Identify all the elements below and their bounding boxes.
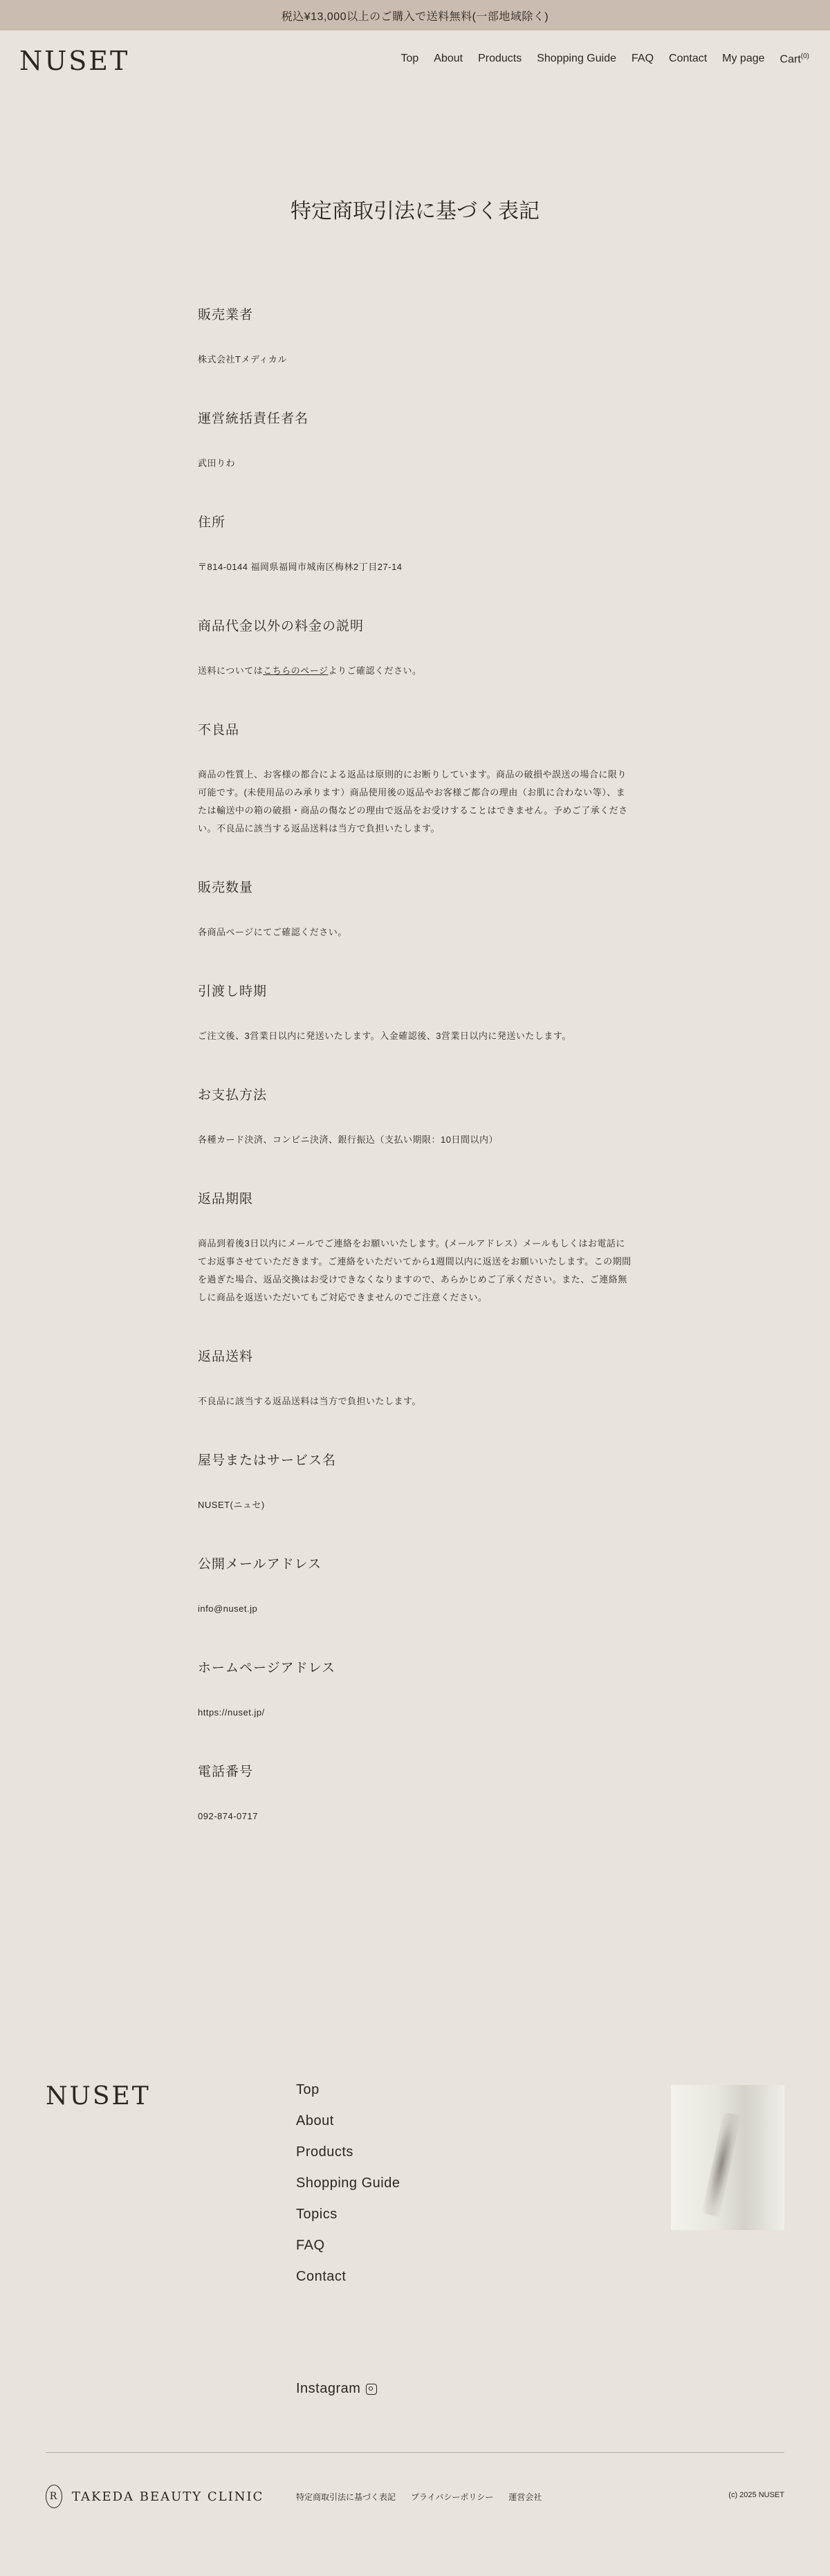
section-heading: 公開メールアドレス bbox=[198, 1556, 322, 1572]
section-heading: 販売数量 bbox=[198, 880, 254, 895]
site-logo[interactable]: NUSET bbox=[19, 46, 130, 76]
clinic-logo[interactable] bbox=[46, 2485, 264, 2508]
nav-faq[interactable]: FAQ bbox=[631, 53, 654, 64]
section-body: ご注文後、3営業日以内に発送いたします。入金確認後、3営業日以内に発送いたします。 bbox=[198, 1031, 571, 1041]
copyright: (c) 2025 NUSET bbox=[728, 2491, 784, 2499]
shipping-page-link[interactable]: こちらのページ bbox=[263, 665, 329, 676]
nav-top[interactable]: Top bbox=[400, 53, 419, 64]
legal-link-privacy[interactable]: プライバシーポリシー bbox=[411, 2492, 494, 2502]
section-return-shipping bbox=[198, 1346, 632, 1450]
section-return-period bbox=[198, 1188, 632, 1346]
section-heading: 返品期限 bbox=[198, 1191, 254, 1206]
body-text-pre: 送料については bbox=[198, 665, 264, 676]
section-heading: 商品代金以外の料金の説明 bbox=[198, 618, 365, 634]
nav-contact[interactable]: Contact bbox=[669, 53, 708, 64]
section-body: 各商品ページにてご確認ください。 bbox=[198, 927, 347, 937]
section-extra-fees bbox=[198, 616, 632, 719]
section-heading: 屋号またはサービス名 bbox=[198, 1453, 337, 1468]
section-email bbox=[198, 1554, 632, 1657]
section-body: info@nuset.jp bbox=[198, 1603, 258, 1614]
section-body: 武田りわ bbox=[198, 458, 236, 468]
body-text-post: よりご確認ください。 bbox=[328, 665, 422, 676]
nav-cart[interactable] bbox=[780, 53, 809, 66]
footer-nav-faq[interactable]: FAQ bbox=[296, 2238, 325, 2253]
section-heading: 返品送料 bbox=[198, 1349, 254, 1364]
legal-link-company[interactable]: 運営会社 bbox=[508, 2492, 542, 2502]
cart-label: Cart bbox=[780, 53, 801, 66]
section-body: 092-874-0717 bbox=[198, 1811, 258, 1821]
section-heading: 住所 bbox=[198, 515, 226, 530]
nav-about[interactable]: About bbox=[434, 53, 463, 64]
footer-nav-about[interactable]: About bbox=[296, 2113, 334, 2128]
section-heading: ホームページアドレス bbox=[198, 1660, 336, 1675]
footer-bottom bbox=[0, 2485, 830, 2512]
footer-nav bbox=[296, 2082, 400, 2285]
footer-nav-shopping-guide[interactable]: Shopping Guide bbox=[296, 2175, 400, 2191]
section-body: https://nuset.jp/ bbox=[198, 1707, 265, 1718]
clinic-mark-icon: R bbox=[46, 2485, 62, 2508]
nav-products[interactable]: Products bbox=[478, 53, 522, 64]
section-heading: 電話番号 bbox=[198, 1764, 254, 1779]
section-body: 〒814-0144 福岡県福岡市城南区梅林2丁目27-14 bbox=[198, 562, 403, 572]
instagram-label: Instagram bbox=[296, 2381, 361, 2396]
site-footer bbox=[0, 2082, 830, 2576]
site-header bbox=[0, 30, 830, 93]
section-trade-name bbox=[198, 1450, 632, 1554]
section-body: 不良品に該当する返品送料は当方で負担いたします。 bbox=[198, 1396, 421, 1406]
main-nav bbox=[400, 53, 809, 66]
section-body: 商品の性質上、お客様の都合による返品は原則的にお断りしています。商品の破損や誤送の場合に限り可能です。(未使用品のみ承ります）商品使用後の返品やお客様ご都合の理由（お肌に合わない等）、または輸送中の箱の破損・商品の傷などの理由で返品をお受けすることはできません。予めご了承ください。不良品に該当する返品送料は当方で負担いたします。 bbox=[198, 769, 628, 834]
section-body: 商品到着後3日以内にメールでご連絡をお願いいたします。(メールアドレス）メールもしくはお電話にてお返事させていただきます。ご連絡をいただいてから1週間以内に返送をお願いいたします。この期間を過ぎた場合、返品交換はお受けできなくなりますので、あらかじめご了承ください。また、ご連絡無しに商品を返送いただいてもご対応できませんのでご注意ください。 bbox=[198, 1238, 631, 1303]
footer-logo[interactable]: NUSET bbox=[46, 2082, 151, 2110]
announcement-bar bbox=[0, 0, 830, 30]
nav-shopping-guide[interactable]: Shopping Guide bbox=[537, 53, 616, 64]
footer-image bbox=[671, 2085, 784, 2230]
announcement-text: 税込¥13,000以上のご購入で送料無料(一部地域除く) bbox=[281, 10, 549, 23]
section-seller bbox=[198, 304, 632, 408]
section-quantity bbox=[198, 877, 632, 981]
legal-content bbox=[198, 304, 632, 1865]
footer-nav-contact[interactable]: Contact bbox=[296, 2269, 347, 2284]
nav-my-page[interactable]: My page bbox=[722, 53, 765, 64]
section-body: NUSET(ニュセ) bbox=[198, 1500, 265, 1510]
section-body: 株式会社Tメディカル bbox=[198, 354, 287, 365]
section-body: 各種カード決済、コンビニ決済、銀行振込（支払い期限：10日間以内） bbox=[198, 1134, 498, 1145]
section-delivery-time bbox=[198, 981, 632, 1085]
section-heading: 引渡し時期 bbox=[198, 984, 268, 999]
footer-divider bbox=[46, 2452, 784, 2453]
footer-nav-products[interactable]: Products bbox=[296, 2144, 353, 2160]
page-title: 特定商取引法に基づく表記 bbox=[290, 199, 540, 223]
section-address bbox=[198, 512, 632, 616]
footer-nav-topics[interactable]: Topics bbox=[296, 2207, 338, 2222]
instagram-icon bbox=[366, 2384, 377, 2395]
section-heading: 販売業者 bbox=[198, 307, 254, 322]
section-phone bbox=[198, 1761, 632, 1865]
clinic-name: TAKEDA BEAUTY CLINIC bbox=[72, 2489, 264, 2504]
section-manager bbox=[198, 408, 632, 512]
legal-link-tokushoho[interactable]: 特定商取引法に基づく表記 bbox=[296, 2492, 396, 2502]
section-heading: お支払方法 bbox=[198, 1087, 268, 1103]
section-heading: 不良品 bbox=[198, 722, 240, 737]
section-payment bbox=[198, 1085, 632, 1188]
section-homepage bbox=[198, 1657, 632, 1761]
instagram-link[interactable] bbox=[296, 2381, 377, 2397]
cart-count: (0) bbox=[800, 53, 809, 60]
section-body bbox=[198, 662, 632, 680]
section-heading: 運営統括責任者名 bbox=[198, 411, 309, 426]
section-defective bbox=[198, 719, 632, 877]
legal-links bbox=[296, 2491, 542, 2503]
footer-nav-top[interactable]: Top bbox=[296, 2082, 320, 2097]
